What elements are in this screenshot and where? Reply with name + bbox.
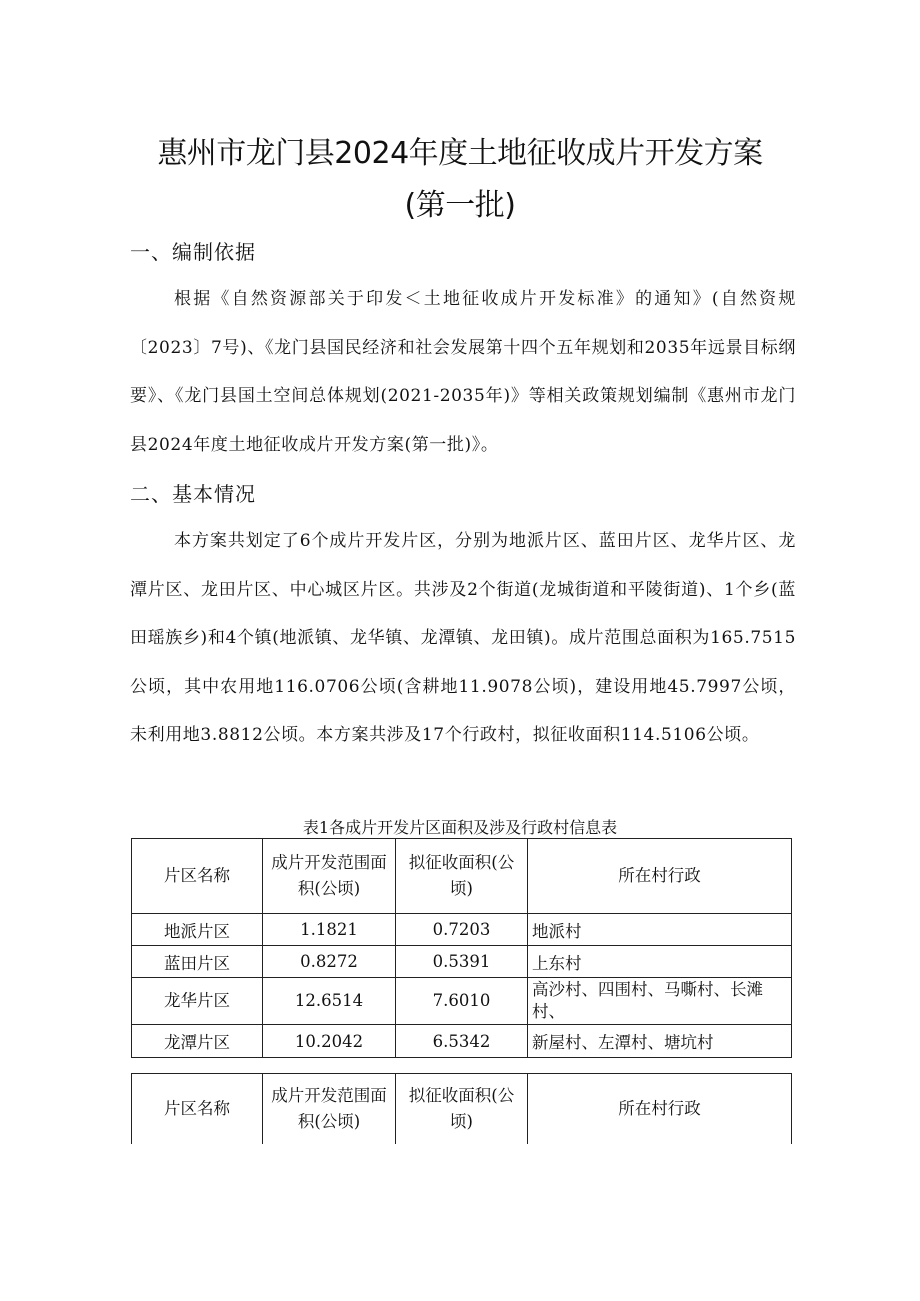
cell-zone-name: 蓝田片区: [132, 946, 263, 978]
header-levy-area: 拟征收面积(公顷): [396, 1074, 528, 1145]
header-dev-area: 成片开发范围面积(公顷): [263, 839, 396, 914]
header-zone-name: 片区名称: [132, 839, 263, 914]
cell-dev-area: 1.1821: [263, 914, 396, 946]
table-caption: 表1各成片开发片区面积及涉及行政村信息表: [302, 818, 618, 837]
section-heading-overview: 二、基本情况: [130, 482, 256, 506]
table-row: [132, 914, 792, 946]
table-row: [132, 946, 792, 978]
cell-levy-area: 0.5391: [396, 946, 528, 978]
area-info-table-continued: [131, 1073, 792, 1144]
header-villages: 所在村行政: [528, 1074, 792, 1145]
cell-villages: 高沙村、四围村、马嘶村、长滩村、: [528, 978, 792, 1025]
header-levy-area: 拟征收面积(公顷): [396, 839, 528, 914]
cell-dev-area: 12.6514: [263, 978, 396, 1025]
header-villages: 所在村行政: [528, 839, 792, 914]
cell-villages: 上东村: [528, 946, 792, 978]
cell-zone-name: 龙潭片区: [132, 1025, 263, 1058]
cell-dev-area: 0.8272: [263, 946, 396, 978]
document-title: 惠州市龙门县2024年度土地征收成片开发方案: [157, 136, 763, 171]
cell-levy-area: 0.7203: [396, 914, 528, 946]
cell-villages: 地派村: [528, 914, 792, 946]
table-header-row-repeat: [132, 1074, 792, 1145]
section-heading-basis: 一、编制依据: [130, 240, 256, 264]
cell-levy-area: 7.6010: [396, 978, 528, 1025]
cell-dev-area: 10.2042: [263, 1025, 396, 1058]
section-body-overview: 本方案共划定了6个成片开发片区，分别为地派片区、蓝田片区、龙华片区、龙潭片区、龙田片区、中心城区片区。共涉及2个街道(龙城街道和平陵街道)、1个乡(蓝田瑶族乡)和4个镇(地派镇、龙华镇、龙潭镇、龙田镇)。成片范围总面积为165.7515公顷，其中农用地116.0706公顷(含耕地11.9078公顷)，建设用地45.7997公顷，未利用地3.8812公顷。本方案共涉及17个行政村，拟征收面积114.5106公顷。: [130, 531, 796, 745]
cell-zone-name: 地派片区: [132, 914, 263, 946]
cell-zone-name: 龙华片区: [132, 978, 263, 1025]
cell-villages: 新屋村、左潭村、塘坑村: [528, 1025, 792, 1058]
cell-levy-area: 6.5342: [396, 1025, 528, 1058]
document-subtitle: (第一批): [404, 188, 516, 223]
table-row: [132, 978, 792, 1025]
table-row: [132, 1025, 792, 1058]
header-dev-area: 成片开发范围面积(公顷): [263, 1074, 396, 1145]
area-info-table: [131, 838, 792, 1058]
table-header-row: [132, 839, 792, 914]
header-zone-name: 片区名称: [132, 1074, 263, 1145]
section-body-basis: 根据《自然资源部关于印发＜土地征收成片开发标准》的通知》(自然资规〔2023〕7号)、《龙门县国民经济和社会发展第十四个五年规划和2035年远景目标纲要》、《龙门县国土空间总体规划(2021-2035年)》等相关政策规划编制《惠州市龙门县2024年度土地征收成片开发方案(第一批)》。: [130, 289, 796, 455]
